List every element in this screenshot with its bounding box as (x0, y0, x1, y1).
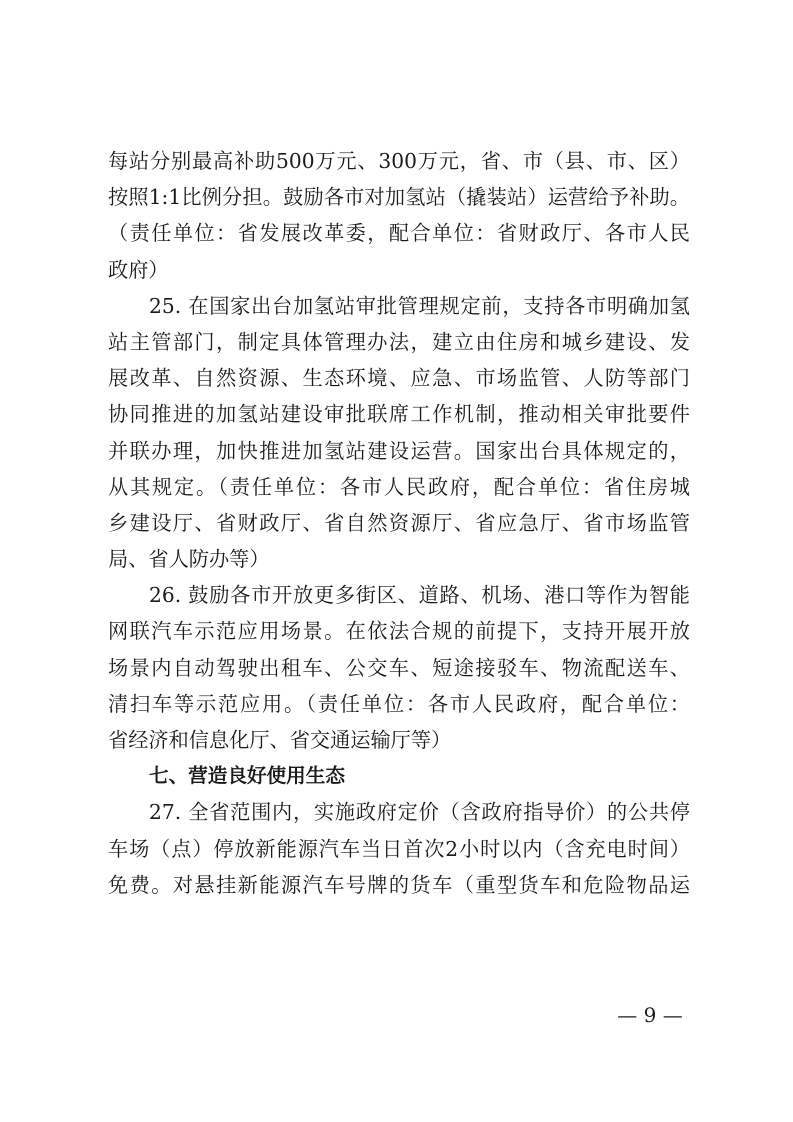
text-line: 乡建设厅、省财政厅、省自然资源厅、省应急厅、省市场监管 (108, 510, 690, 535)
text-line: 按照1:1比例分担。鼓励各市对加氢站（撬装站）运营给予补助。 (108, 185, 690, 210)
section-heading: 七、营造良好使用生态 (149, 764, 345, 788)
body-text (108, 143, 690, 903)
text-line: 场景内自动驾驶出租车、公交车、短途接驳车、物流配送车、 (108, 655, 690, 680)
paragraph-25-start: 25. 在国家出台加氢站审批管理规定前，支持各市明确加氢 (149, 293, 690, 318)
text-line: 展改革、自然资源、生态环境、应急、市场监管、人防等部门 (108, 366, 690, 391)
text-line: 清扫车等示范应用。（责任单位：各市人民政府，配合单位： (108, 691, 690, 716)
text-line: 政府） (108, 257, 169, 282)
text-line: 每站分别最高补助500万元、300万元，省、市（县、市、区） (108, 149, 690, 173)
text-line: 协同推进的加氢站建设审批联席工作机制，推动相关审批要件 (108, 402, 690, 427)
text-line: （责任单位：省发展改革委，配合单位：省财政厅、各市人民 (108, 221, 690, 246)
text-line: 省经济和信息化厅、省交通运输厅等） (108, 728, 452, 752)
text-line: 车场（点）停放新能源汽车当日首次2小时以内（含充电时间） (108, 836, 690, 861)
text-line: 网联汽车示范应用场景。在依法合规的前提下，支持开展开放 (108, 619, 690, 644)
text-line: 免费。对悬挂新能源汽车号牌的货车（重型货车和危险物品运 (108, 872, 690, 897)
text-line: 并联办理，加快推进加氢站建设运营。国家出台具体规定的， (108, 438, 690, 463)
paragraph-26-start: 26. 鼓励各市开放更多街区、道路、机场、港口等作为智能 (149, 583, 690, 608)
text-line: 局、省人防办等） (108, 547, 270, 572)
text-line: 站主管部门，制定具体管理办法，建立由住房和城乡建设、发 (108, 329, 690, 354)
paragraph-27-start: 27. 全省范围内，实施政府定价（含政府指导价）的公共停 (149, 800, 690, 825)
text-line: 从其规定。（责任单位：各市人民政府，配合单位：省住房城 (108, 474, 690, 499)
page-number: — 9 — (617, 1003, 683, 1027)
